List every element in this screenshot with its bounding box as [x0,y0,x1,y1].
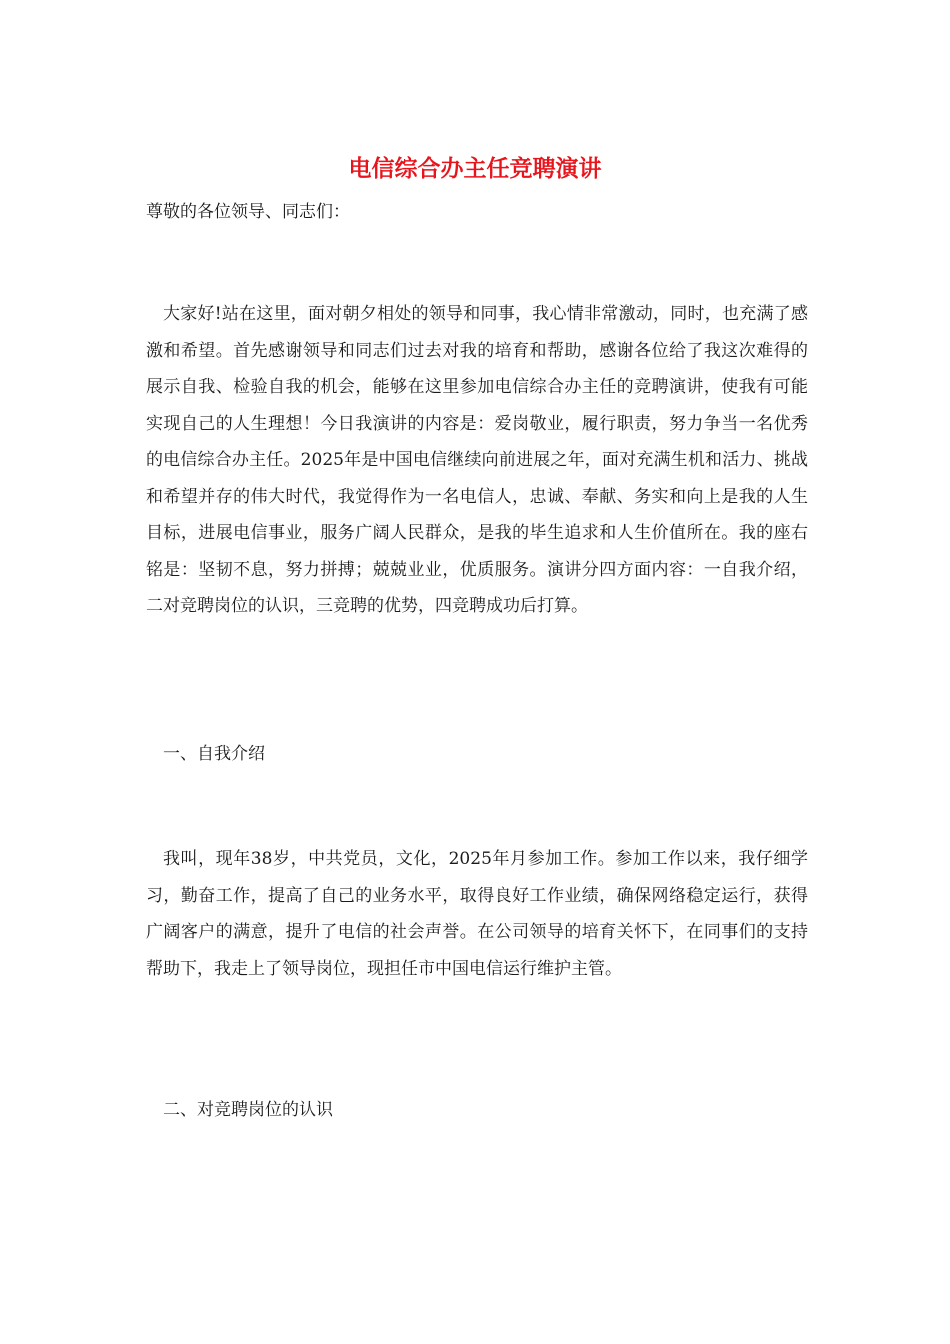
salutation: 尊敬的各位领导、同志们： [146,202,350,222]
section-heading-position-understanding: 二、对竞聘岗位的认识 [163,1100,333,1120]
paragraph-self-introduction: 我叫，现年38岁，中共党员，文化，2025年月参加工作。参加工作以来，我仔细学习，勤奋工作，提高了自己的业务水平，取得良好工作业绩，确保网络稳定运行，获得广阔客户的满意，提升了电信的社会声誉。在公司领导的培育关怀下，在同事们的支持帮助下，我走上了领导岗位，现担任市中国电信运行维护主管。 [146,849,808,979]
paragraph-intro: 大家好!站在这里，面对朝夕相处的领导和同事，我心情非常激动，同时，也充满了感激和希望。首先感谢领导和同志们过去对我的培育和帮助，感谢各位给了我这次难得的展示自我、检验自我的机会，能够在这里参加电信综合办主任的竞聘演讲，使我有可能实现自己的人生理想！今日我演讲的内容是：爱岗敬业，履行职责，努力争当一名优秀的电信综合办主任。2025年是中国电信继续向前进展之年，面对充满生机和活力、挑战和希望并存的伟大时代，我觉得作为一名电信人，忠诚、奉献、务实和向上是我的人生目标，进展电信事业，服务广阔人民群众，是我的毕生追求和人生价值所在。我的座右铭是：坚韧不息，努力拼搏；兢兢业业，优质服务。演讲分四方面内容：一自我介绍，二对竞聘岗位的认识，三竞聘的优势，四竞聘成功后打算。 [146,304,808,616]
section-heading-self-introduction: 一、自我介绍 [163,744,265,764]
document-title: 电信综合办主任竞聘演讲 [348,155,602,182]
